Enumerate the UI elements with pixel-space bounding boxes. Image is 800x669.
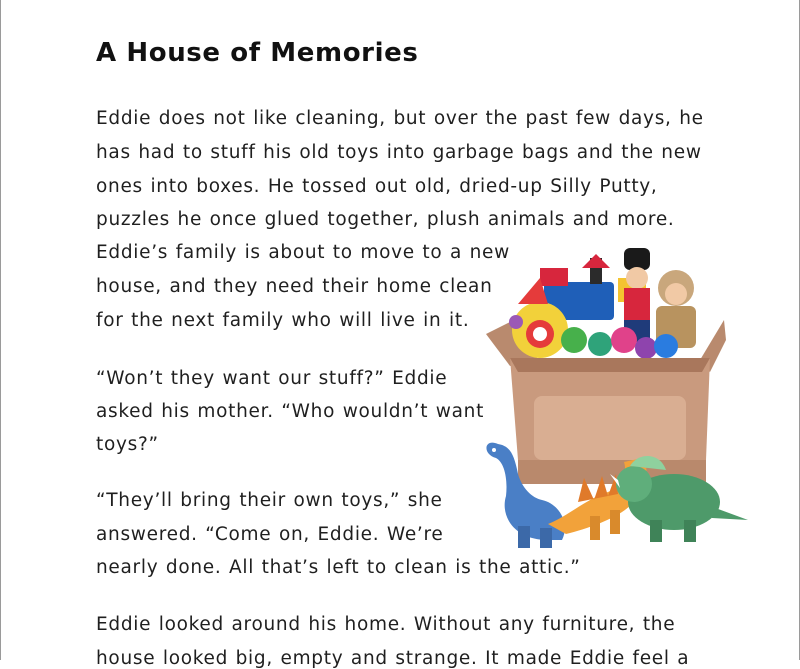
story-line: puzzles he once glued together, plush animals and more. xyxy=(96,209,675,230)
toy-box-illustration xyxy=(478,248,758,554)
story-line: nearly done. All that’s left to clean is the attic.” xyxy=(96,557,581,578)
story-line: for the next family who will live in it. xyxy=(96,310,470,331)
story-title: A House of Memories xyxy=(96,38,419,68)
story-line: toys?” xyxy=(96,434,159,455)
story-line: Eddie does not like cleaning, but over the past few days, he xyxy=(96,108,704,129)
story-line: Eddie looked around his home. Without any furniture, the xyxy=(96,614,676,635)
story-line: answered. “Come on, Eddie. We’re xyxy=(96,524,444,545)
story-line: “Won’t they want our stuff?” Eddie xyxy=(96,368,448,389)
story-line: asked his mother. “Who wouldn’t want xyxy=(96,401,485,422)
story-line: house, and they need their home clean xyxy=(96,276,493,297)
story-line: “They’ll bring their own toys,” she xyxy=(96,490,443,511)
box-panel xyxy=(534,396,686,460)
page-edge-left xyxy=(0,0,1,660)
story-line: has had to stuff his old toys into garbage bags and the new xyxy=(96,142,702,163)
story-line: Eddie’s family is about to move to a new xyxy=(96,242,510,263)
box-rim xyxy=(510,358,710,372)
story-line: house looked big, empty and strange. It made Eddie feel a xyxy=(96,648,690,669)
story-line: ones into boxes. He tossed out old, dried-up Silly Putty, xyxy=(96,176,658,197)
